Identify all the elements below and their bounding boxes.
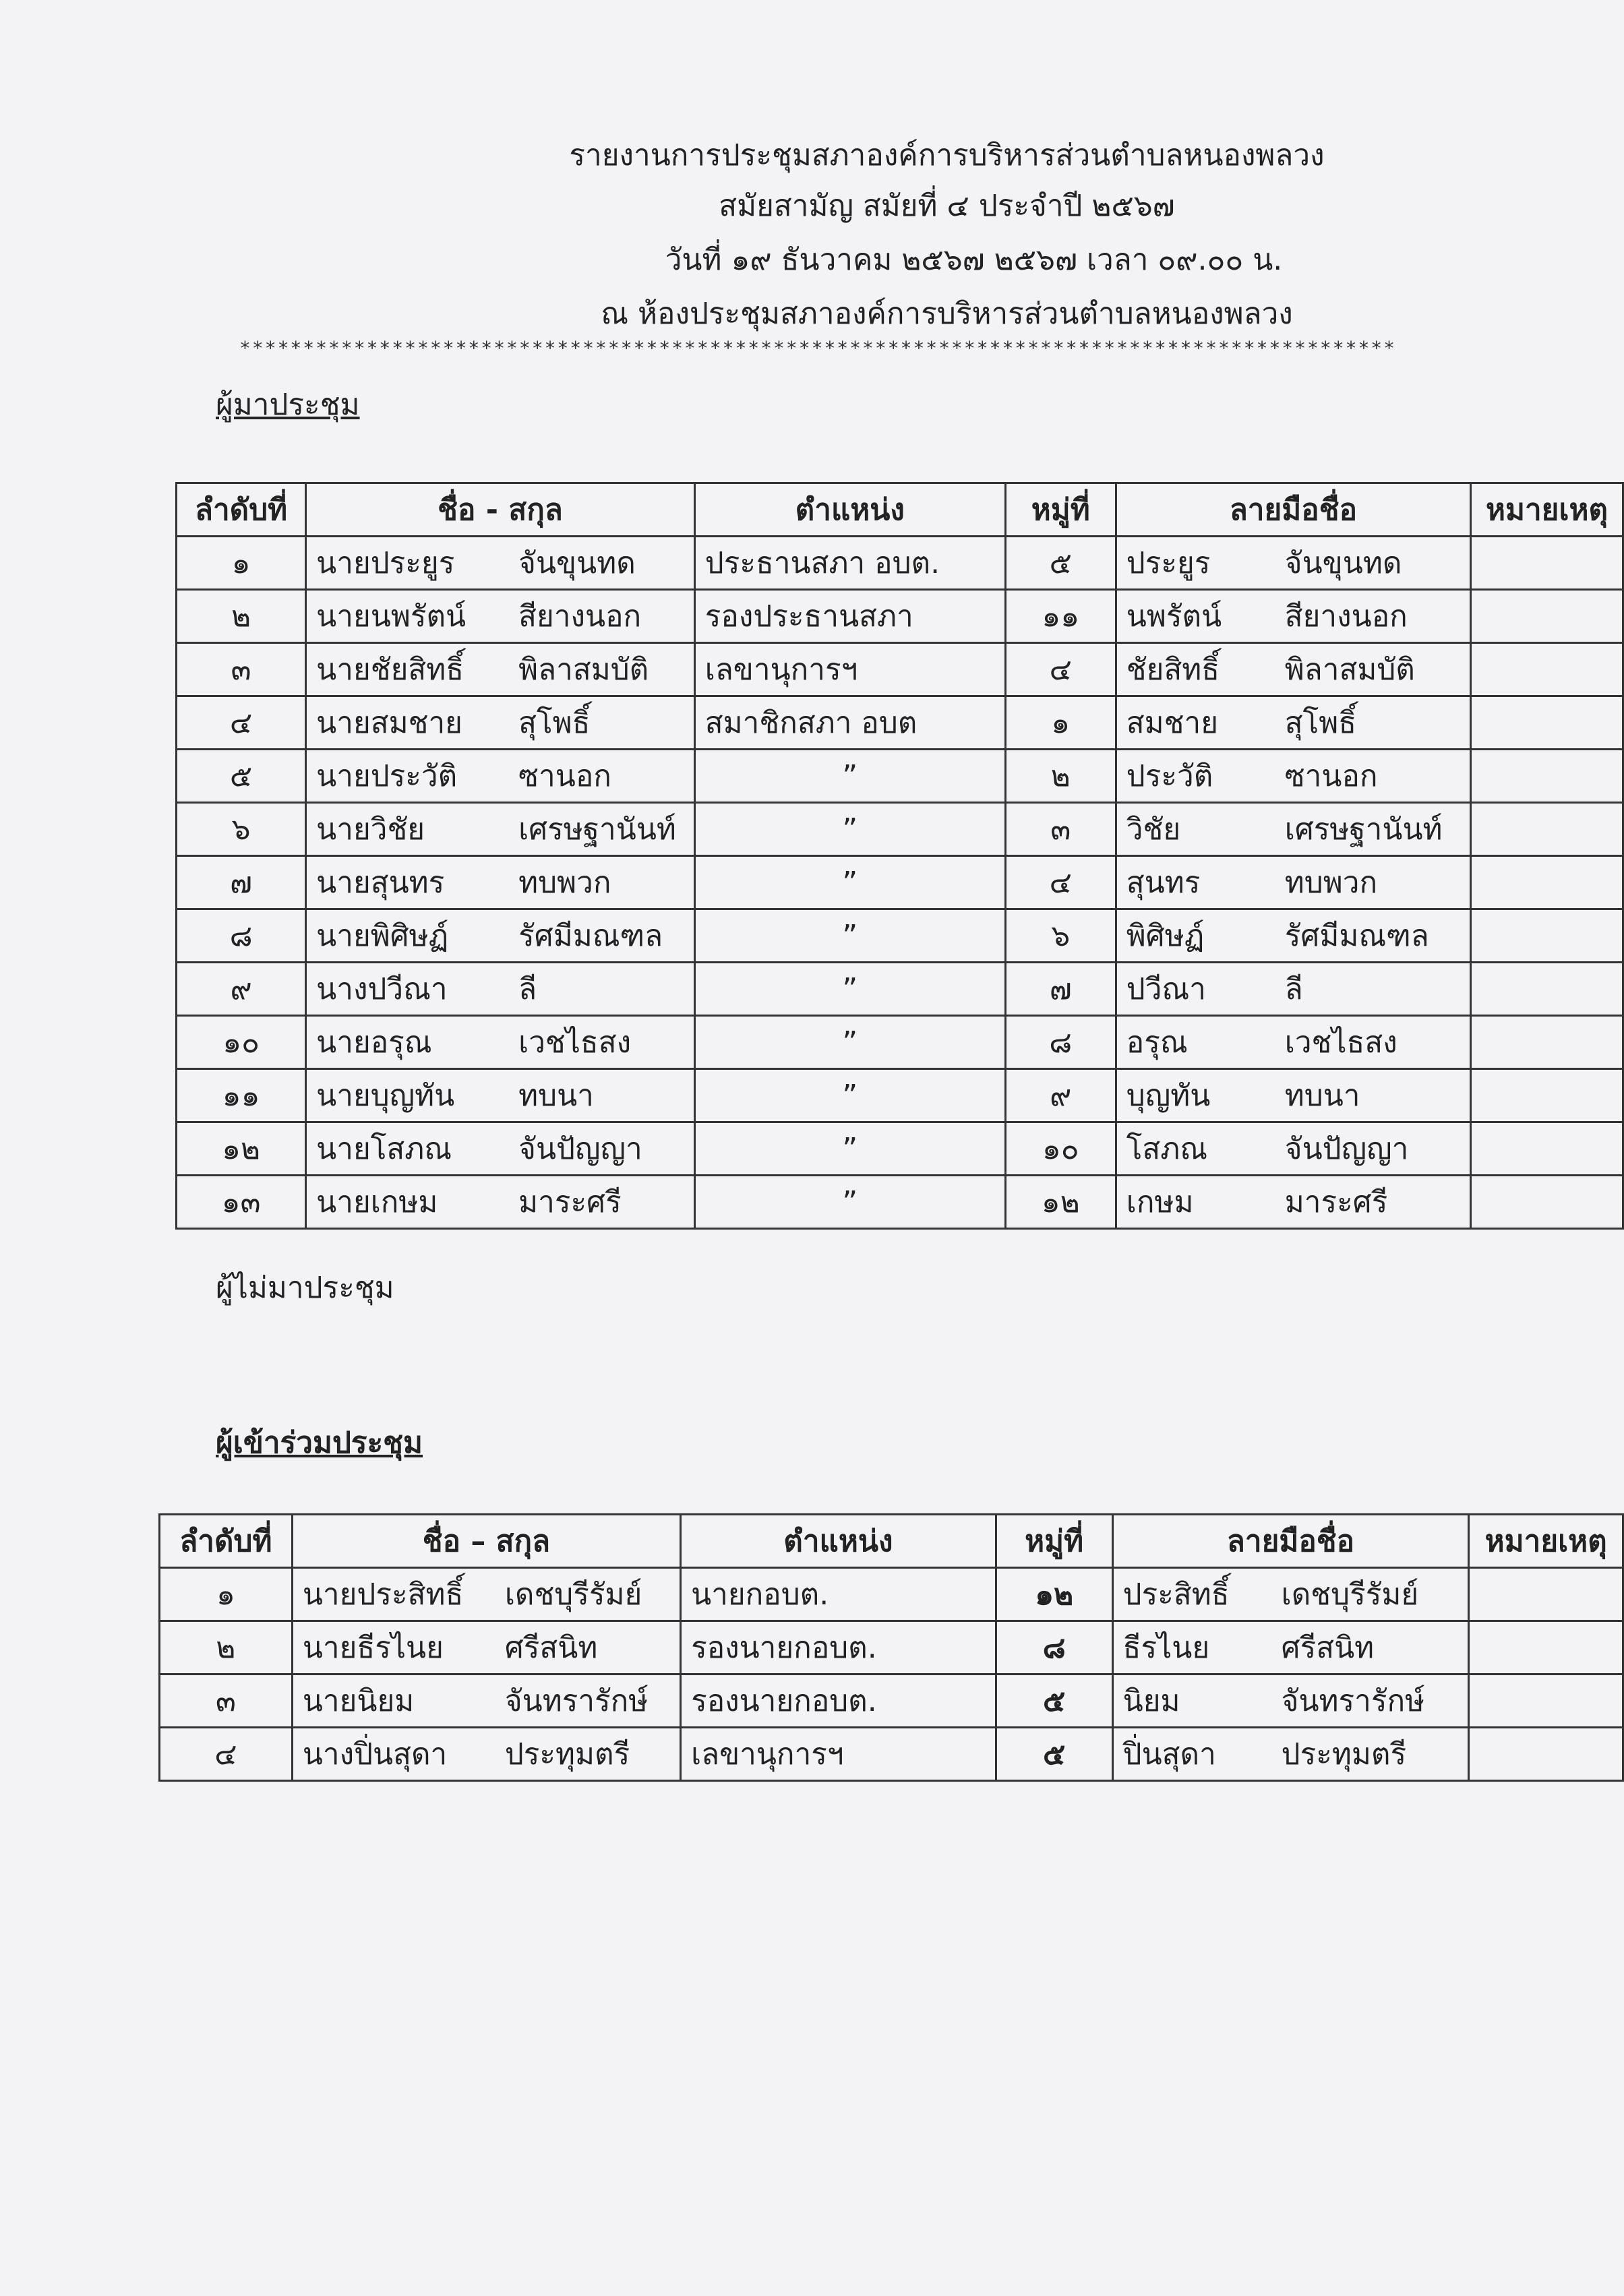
note xyxy=(1471,643,1623,696)
signature-last: รัศมีมณฑล xyxy=(1284,919,1429,953)
col-position: ตำแหน่ง xyxy=(694,483,1005,537)
member-name xyxy=(292,1674,680,1728)
signature-first: ปิ่นสุดา xyxy=(1122,1737,1216,1772)
signature-last: สุโพธิ์ xyxy=(1284,706,1357,740)
table-row xyxy=(177,643,1623,696)
row-number: ๑ xyxy=(177,537,306,590)
table-row xyxy=(177,750,1623,803)
signature-last: จันทรารักษ์ xyxy=(1281,1684,1425,1718)
last-name: เดชบุรีรัมย์ xyxy=(504,1577,642,1612)
last-name: ลี xyxy=(518,972,537,1006)
row-number: ๘ xyxy=(177,909,306,963)
last-name: มาระศรี xyxy=(518,1185,622,1219)
member-name xyxy=(292,1621,680,1674)
position: นายกอบต. xyxy=(681,1568,996,1621)
last-name: จันขุนทด xyxy=(518,546,636,580)
first-name: นายชัยสิทธิ์ xyxy=(316,653,464,687)
signature xyxy=(1112,1568,1469,1621)
first-name: นางปิ่นสุดา xyxy=(302,1737,448,1772)
col-name: ชื่อ – สกุล xyxy=(292,1515,680,1568)
row-number: ๑๓ xyxy=(177,1176,306,1229)
table-row xyxy=(160,1621,1623,1674)
signature-first: พิศิษฏ์ xyxy=(1126,919,1205,953)
signature xyxy=(1116,643,1470,696)
position: ” xyxy=(694,1016,1005,1069)
row-number: ๖ xyxy=(177,803,306,856)
signature-first: สมชาย xyxy=(1126,706,1219,740)
first-name: นายเกษม xyxy=(316,1185,438,1219)
member-name xyxy=(306,1016,695,1069)
row-number: ๒ xyxy=(177,590,306,643)
guests-table xyxy=(158,1513,1624,1782)
signature-first: ประยูร xyxy=(1126,546,1211,580)
village-number: ๘ xyxy=(1005,1016,1116,1069)
note xyxy=(1469,1674,1623,1728)
signature-first: ธีรไนย xyxy=(1122,1631,1210,1665)
village-number: ๕ xyxy=(1005,537,1116,590)
signature xyxy=(1116,856,1470,909)
last-name: ทบพวก xyxy=(518,866,611,900)
table-row xyxy=(177,537,1623,590)
position: ” xyxy=(694,1069,1005,1122)
member-name xyxy=(306,909,695,963)
note xyxy=(1471,963,1623,1016)
signature-first: วิชัย xyxy=(1126,812,1181,847)
village-number: ๙ xyxy=(1005,1069,1116,1122)
village-number: ๑๑ xyxy=(1005,590,1116,643)
row-number: ๑๑ xyxy=(177,1069,306,1122)
last-name: ประทุมตรี xyxy=(504,1737,630,1772)
village-number: ๑ xyxy=(1005,696,1116,750)
signature-first: ประสิทธิ์ xyxy=(1122,1577,1230,1612)
last-name: เศรษฐานันท์ xyxy=(518,812,676,847)
signature-last: ลี xyxy=(1284,972,1303,1006)
signature xyxy=(1116,1122,1470,1176)
row-number: ๓ xyxy=(177,643,306,696)
table-row xyxy=(177,1176,1623,1229)
first-name: นายประวัติ xyxy=(316,759,458,793)
first-name: นายประยูร xyxy=(316,546,455,580)
signature-last: สียางนอก xyxy=(1284,599,1408,634)
table-row xyxy=(160,1568,1623,1621)
village-number: ๘ xyxy=(996,1621,1112,1674)
signature-last: พิลาสมบัติ xyxy=(1284,653,1415,687)
signature-last: ศรีสนิท xyxy=(1281,1631,1375,1665)
signature xyxy=(1116,1176,1470,1229)
note xyxy=(1471,856,1623,909)
village-number: ๕ xyxy=(996,1674,1112,1728)
village-number: ๔ xyxy=(1005,856,1116,909)
table-row xyxy=(177,909,1623,963)
report-title: รายงานการประชุมสภาองค์การบริหารส่วนตำบลหนองพลวง xyxy=(569,138,1325,173)
date-time-line: วันที่ ๑๙ ธันวาคม ๒๕๖๗ ๒๕๖๗ เวลา ๐๙.๐๐ น. xyxy=(665,243,1283,277)
village-number: ๑๒ xyxy=(996,1568,1112,1621)
note xyxy=(1471,1016,1623,1069)
col-village: หมู่ที่ xyxy=(996,1515,1112,1568)
last-name: พิลาสมบัติ xyxy=(518,653,649,687)
first-name: นายสมชาย xyxy=(316,706,462,740)
first-name: นายอรุณ xyxy=(316,1025,432,1060)
table-row xyxy=(177,590,1623,643)
signature-first: นิยม xyxy=(1122,1684,1180,1718)
member-name xyxy=(306,963,695,1016)
village-number: ๕ xyxy=(996,1728,1112,1781)
member-name xyxy=(306,643,695,696)
signature xyxy=(1116,1016,1470,1069)
row-number: ๔ xyxy=(160,1728,293,1781)
signature-last: จันปัญญา xyxy=(1284,1132,1409,1166)
signature-first: บุญทัน xyxy=(1126,1079,1211,1113)
absent-section-title: ผู้ไม่มาประชุม xyxy=(216,1271,394,1305)
last-name: สุโพธิ์ xyxy=(518,706,591,740)
first-name: นายนิยม xyxy=(302,1684,415,1718)
first-name: นายบุญทัน xyxy=(316,1079,455,1113)
separator-stars: ******************************************************************************************* xyxy=(239,337,1397,359)
col-village: หมู่ที่ xyxy=(1005,483,1116,537)
position: สมาชิกสภา อบต xyxy=(694,696,1005,750)
signature xyxy=(1116,696,1470,750)
last-name: ทบนา xyxy=(518,1079,594,1113)
row-number: ๕ xyxy=(177,750,306,803)
first-name: นางปวีณา xyxy=(316,972,448,1006)
signature-last: มาระศรี xyxy=(1284,1185,1388,1219)
note xyxy=(1469,1728,1623,1781)
member-name xyxy=(306,856,695,909)
note xyxy=(1469,1621,1623,1674)
col-name: ชื่อ - สกุล xyxy=(306,483,695,537)
signature xyxy=(1116,963,1470,1016)
position: ” xyxy=(694,1176,1005,1229)
last-name: เวชไธสง xyxy=(518,1025,632,1060)
note xyxy=(1471,1176,1623,1229)
position: ” xyxy=(694,1122,1005,1176)
position: ประธานสภา อบต. xyxy=(694,537,1005,590)
table-row xyxy=(177,696,1623,750)
last-name: ศรีสนิท xyxy=(504,1631,598,1665)
row-number: ๑๐ xyxy=(177,1016,306,1069)
position: ” xyxy=(694,750,1005,803)
row-number: ๑๒ xyxy=(177,1122,306,1176)
col-signature: ลายมือชื่อ xyxy=(1116,483,1470,537)
signature-last: เศรษฐานันท์ xyxy=(1284,812,1443,847)
last-name: จันทรารักษ์ xyxy=(504,1684,649,1718)
guests-section-title: ผู้เข้าร่วมประชุม xyxy=(216,1426,423,1460)
row-number: ๔ xyxy=(177,696,306,750)
present-table xyxy=(175,482,1624,1230)
member-name xyxy=(292,1728,680,1781)
present-section-title: ผู้มาประชุม xyxy=(216,388,360,422)
table-row xyxy=(177,803,1623,856)
table-row xyxy=(160,1674,1623,1728)
row-number: ๒ xyxy=(160,1621,293,1674)
col-number: ลำดับที่ xyxy=(177,483,306,537)
position: ” xyxy=(694,909,1005,963)
village-number: ๔ xyxy=(1005,643,1116,696)
position: รองประธานสภา xyxy=(694,590,1005,643)
venue-line: ณ ห้องประชุมสภาองค์การบริหารส่วนตำบลหนองพลวง xyxy=(601,297,1293,331)
signature xyxy=(1112,1621,1469,1674)
signature-last: ทบนา xyxy=(1284,1079,1360,1113)
signature xyxy=(1116,537,1470,590)
col-position: ตำแหน่ง xyxy=(681,1515,996,1568)
position: ” xyxy=(694,963,1005,1016)
village-number: ๓ xyxy=(1005,803,1116,856)
signature xyxy=(1116,750,1470,803)
position: เลขานุการฯ xyxy=(681,1728,996,1781)
note xyxy=(1471,909,1623,963)
signature xyxy=(1116,803,1470,856)
signature-last: ทบพวก xyxy=(1284,866,1378,900)
table-row xyxy=(160,1728,1623,1781)
signature xyxy=(1116,590,1470,643)
table-row xyxy=(177,1122,1623,1176)
member-name xyxy=(306,537,695,590)
table-row xyxy=(177,963,1623,1016)
signature xyxy=(1116,909,1470,963)
signature-last: เวชไธสง xyxy=(1284,1025,1397,1060)
signature-first: ประวัติ xyxy=(1126,759,1213,793)
last-name: รัศมีมณฑล xyxy=(518,919,663,953)
row-number: ๙ xyxy=(177,963,306,1016)
position: ” xyxy=(694,856,1005,909)
table-row xyxy=(177,1016,1623,1069)
last-name: ซานอก xyxy=(518,759,611,793)
signature-last: เดชบุรีรัมย์ xyxy=(1281,1577,1419,1612)
position: ” xyxy=(694,803,1005,856)
signature-first: เกษม xyxy=(1126,1185,1194,1219)
note xyxy=(1471,537,1623,590)
signature xyxy=(1116,1069,1470,1122)
col-note: หมายเหตุ xyxy=(1471,483,1623,537)
member-name xyxy=(292,1568,680,1621)
table-row xyxy=(177,1069,1623,1122)
note xyxy=(1471,803,1623,856)
signature-first: ชัยสิทธิ์ xyxy=(1126,653,1220,687)
first-name: นายพิศิษฏ์ xyxy=(316,919,449,953)
col-note: หมายเหตุ xyxy=(1469,1515,1623,1568)
session-line: สมัยสามัญ สมัยที่ ๔ ประจำปี ๒๕๖๗ xyxy=(719,189,1175,223)
note xyxy=(1471,750,1623,803)
note xyxy=(1471,696,1623,750)
position: รองนายกอบต. xyxy=(681,1674,996,1728)
last-name: จันปัญญา xyxy=(518,1132,642,1166)
guests-header-row xyxy=(160,1515,1623,1568)
row-number: ๓ xyxy=(160,1674,293,1728)
signature-first: อรุณ xyxy=(1126,1025,1188,1060)
signature-last: ซานอก xyxy=(1284,759,1378,793)
village-number: ๑๒ xyxy=(1005,1176,1116,1229)
row-number: ๑ xyxy=(160,1568,293,1621)
signature-first: โสภณ xyxy=(1126,1132,1208,1166)
member-name xyxy=(306,750,695,803)
present-header-row xyxy=(177,483,1623,537)
note xyxy=(1471,1069,1623,1122)
signature-first: ปวีณา xyxy=(1126,972,1206,1006)
note xyxy=(1471,1122,1623,1176)
first-name: นายธีรไนย xyxy=(302,1631,444,1665)
village-number: ๖ xyxy=(1005,909,1116,963)
first-name: นายนพรัตน์ xyxy=(316,599,467,634)
signature-first: นพรัตน์ xyxy=(1126,599,1222,634)
table-row xyxy=(177,856,1623,909)
signature xyxy=(1112,1728,1469,1781)
signature-first: สุนทร xyxy=(1126,866,1201,900)
signature-last: จันขุนทด xyxy=(1284,546,1402,580)
member-name xyxy=(306,1176,695,1229)
row-number: ๗ xyxy=(177,856,306,909)
member-name xyxy=(306,1122,695,1176)
first-name: นายวิชัย xyxy=(316,812,425,847)
village-number: ๒ xyxy=(1005,750,1116,803)
position: รองนายกอบต. xyxy=(681,1621,996,1674)
last-name: สียางนอก xyxy=(518,599,642,634)
note xyxy=(1469,1568,1623,1621)
signature xyxy=(1112,1674,1469,1728)
col-signature: ลายมือชื่อ xyxy=(1112,1515,1469,1568)
member-name xyxy=(306,590,695,643)
member-name xyxy=(306,1069,695,1122)
village-number: ๑๐ xyxy=(1005,1122,1116,1176)
col-number: ลำดับที่ xyxy=(160,1515,293,1568)
member-name xyxy=(306,696,695,750)
village-number: ๗ xyxy=(1005,963,1116,1016)
signature-last: ประทุมตรี xyxy=(1281,1737,1407,1772)
position: เลขานุการฯ xyxy=(694,643,1005,696)
first-name: นายสุนทร xyxy=(316,866,445,900)
note xyxy=(1471,590,1623,643)
first-name: นายประสิทธิ์ xyxy=(302,1577,464,1612)
member-name xyxy=(306,803,695,856)
first-name: นายโสภณ xyxy=(316,1132,452,1166)
